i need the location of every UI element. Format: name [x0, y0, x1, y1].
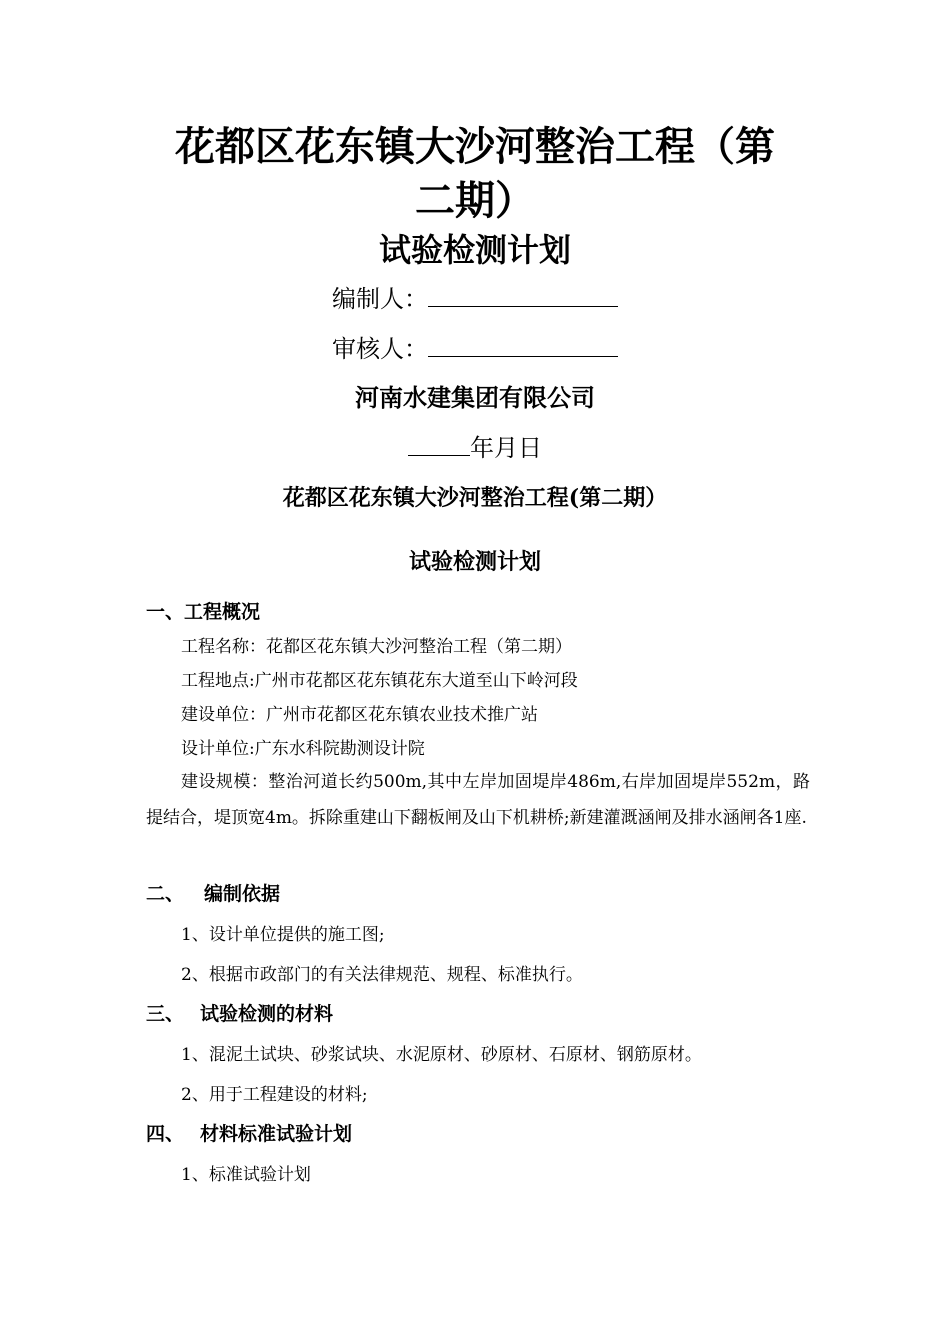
section3-number: 三、	[146, 1003, 185, 1025]
body-title: 花都区花东镇大沙河整治工程(第二期）	[282, 485, 668, 511]
basis-item-2: 2、根据市政部门的有关法律规范、规程、标准执行。	[181, 965, 583, 985]
basis-item-1: 1、设计单位提供的施工图;	[181, 925, 385, 945]
reviewer-label: 审核人：	[332, 335, 428, 363]
date-line	[0, 431, 950, 465]
section2-heading	[146, 880, 280, 908]
compiler-label: 编制人：	[332, 285, 428, 313]
material-item-2: 2、用于工程建设的材料;	[181, 1085, 368, 1105]
construction-scale: 建设规模：整治河道长约500m,其中左岸加固堤岸486m,右岸加固堤岸552m，路提结合，堤顶宽4m。拆除重建山下翻板闸及山下机耕桥;新建灌溉涵闸及排水涵闸各1座.	[146, 772, 810, 828]
section3-title: 试验检测的材料	[200, 1003, 334, 1025]
section3-heading	[146, 1000, 333, 1028]
compiler-line	[0, 282, 950, 316]
reviewer-line	[0, 332, 950, 366]
standard-test-item-1: 1、标准试验计划	[181, 1165, 311, 1185]
compiler-blank	[428, 282, 618, 307]
cover-title-line2: 二期）	[415, 177, 535, 224]
reviewer-blank	[428, 332, 618, 357]
project-location: 工程地点:广州市花都区花东镇花东大道至山下岭河段	[181, 671, 578, 691]
section2-title: 编制依据	[204, 883, 281, 905]
year-blank	[408, 431, 470, 456]
body-subtitle: 试验检测计划	[408, 549, 541, 575]
company-name: 河南水建集团有限公司	[355, 383, 595, 412]
cover-title-plan: 试验检测计划	[378, 231, 571, 269]
construction-unit: 建设单位：广州市花都区花东镇农业技术推广站	[181, 705, 538, 725]
section2-number: 二、	[146, 883, 185, 905]
section1-heading: 一、工程概况	[146, 601, 261, 623]
project-name: 工程名称：花都区花东镇大沙河整治工程（第二期）	[181, 637, 572, 657]
cover-title-line1: 花都区花东镇大沙河整治工程（第	[175, 123, 775, 170]
design-unit: 设计单位:广东水科院勘测设计院	[181, 739, 425, 759]
section4-number: 四、	[146, 1123, 185, 1145]
date-label: 年月日	[470, 434, 542, 462]
section4-heading	[146, 1120, 352, 1148]
section4-title: 材料标准试验计划	[200, 1123, 353, 1145]
material-item-1: 1、混泥土试块、砂浆试块、水泥原材、砂原材、石原材、钢筋原材。	[181, 1045, 702, 1065]
